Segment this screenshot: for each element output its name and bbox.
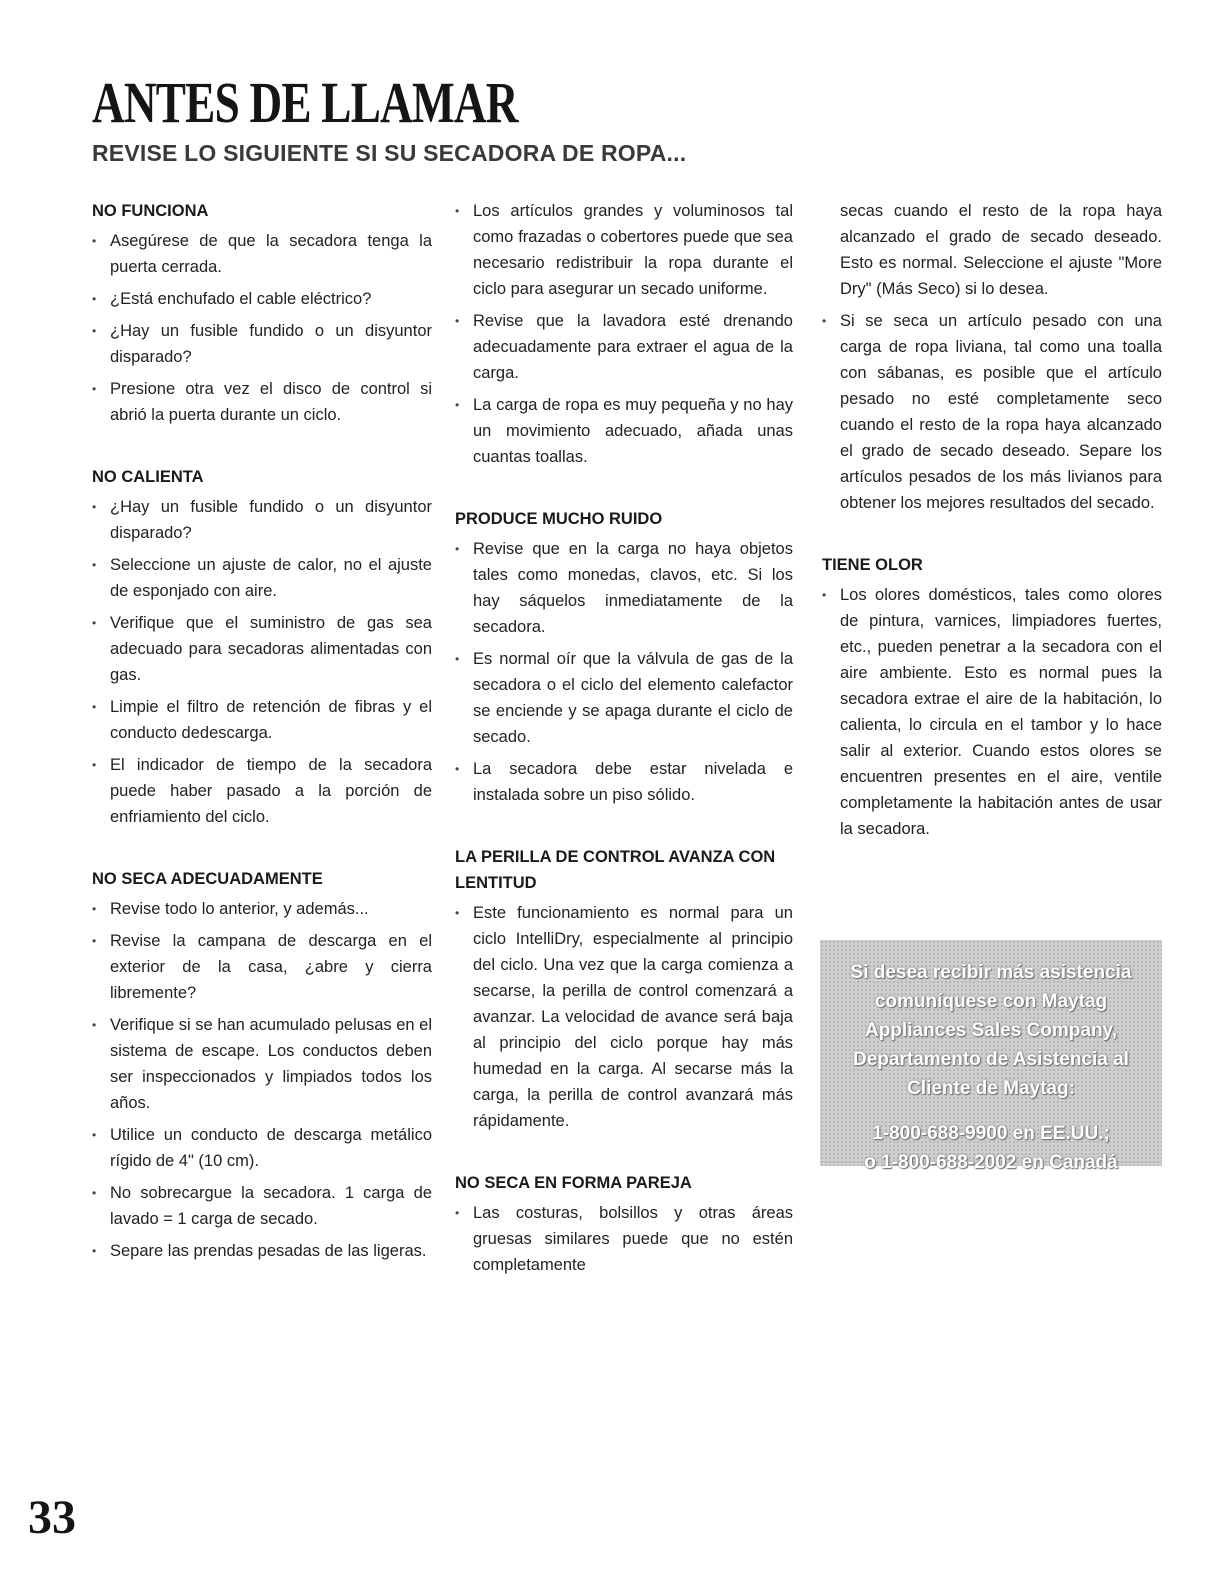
list-item: • Limpie el filtro de retención de fibras y el conducto dedescarga. [92,694,432,746]
list-item: • Revise que en la carga no haya objetos tales como monedas, clavos, etc. Si los hay sáquelos inmediatamente de la secadora. [455,536,793,640]
bullet-list [455,536,793,808]
section-no-seca-adecuadamente [92,866,432,1264]
list-item: • Los artículos grandes y voluminosos tal como frazadas o cobertores puede que sea necesario redistribuir la ropa durante el ciclo para asegurar un secado uniforme. [455,198,793,302]
list-item: • Seleccione un ajuste de calor, no el ajuste de esponjado con aire. [92,552,432,604]
list-item: • Este funcionamiento es normal para un ciclo IntelliDry, especialmente al principio del ciclo. Una vez que la carga comienza a secarse, la perilla de control comenzará a avanzar. La velocidad de avance será baja al principio del ciclo porque hay más humedad en la carga. Al secarse más la carga, la perilla de control avanzará más rápidamente. [455,900,793,1134]
bullet-list [92,494,432,830]
section-continued-pareja [822,198,1162,516]
section-heading: NO CALIENTA [92,468,204,486]
section-no-funciona [92,198,432,428]
list-item: • La secadora debe estar nivelada e instalada sobre un piso sólido. [455,756,793,808]
list-item: • Utilice un conducto de descarga metálico rígido de 4" (10 cm). [92,1122,432,1174]
continued-text: secas cuando el resto de la ropa haya alcanzado el grado de secado deseado. Esto es normal. Seleccione el ajuste "More Dry" (Más Seco) si lo desea. [840,202,1162,298]
list-item: • Separe las prendas pesadas de las ligeras. [92,1238,432,1264]
column-left [92,198,432,1300]
list-item: • Asegúrese de que la secadora tenga la puerta cerrada. [92,228,432,280]
column-middle [455,198,793,1314]
section-heading: TIENE OLOR [822,556,923,574]
list-item: • Verifique si se han acumulado pelusas en el sistema de escape. Los conductos deben ser inspeccionados y limpiados todos los años. [92,1012,432,1116]
section-heading: NO SECA EN FORMA PAREJA [455,1174,692,1192]
section-no-calienta [92,464,432,830]
assistance-box [820,940,1162,1173]
page-number: 33 [28,1491,76,1544]
section-produce-mucho-ruido [455,506,793,808]
column-right [822,198,1162,878]
bullet-list [455,1200,793,1278]
list-item: • Revise todo lo anterior, y además... [92,896,432,922]
list-item: • ¿Está enchufado el cable eléctrico? [92,286,432,312]
bullet-list [822,582,1162,842]
section-heading: LA PERILLA DE CONTROL AVANZA CON LENTITUD [455,848,776,892]
section-heading: PRODUCE MUCHO RUIDO [455,510,663,528]
section-perilla-lentitud [455,844,793,1134]
list-item: • El indicador de tiempo de la secadora puede haber pasado a la porción de enfriamiento del ciclo. [92,752,432,830]
bullet-list [455,900,793,1134]
list-item: • No sobrecargue la secadora. 1 carga de lavado = 1 carga de secado. [92,1180,432,1232]
phone-canada: o 1-800-688-2002 en Canadá [864,1152,1118,1173]
list-item: • Revise que la lavadora esté drenando adecuadamente para extraer el agua de la carga. [455,308,793,386]
section-heading: NO FUNCIONA [92,202,209,220]
list-item: • Si se seca un artículo pesado con una carga de ropa liviana, tal como una toalla con sábanas, es posible que el artículo pesado no esté completamente seco cuando el resto de la ropa haya alcanzado el grado de secado deseado. Separe los artículos pesados de los más livianos para obtener los mejores resultados del secado. [822,308,1162,516]
page-title: ANTES DE LLAMAR [92,70,518,135]
section-heading: NO SECA ADECUADAMENTE [92,870,323,888]
list-item: • La carga de ropa es muy pequeña y no hay un movimiento adecuado, añada unas cuantas toallas. [455,392,793,470]
bullet-list [822,308,1162,516]
list-item: • ¿Hay un fusible fundido o un disyuntor disparado? [92,318,432,370]
list-item: • Los olores domésticos, tales como olores de pintura, varnices, limpiadores fuertes, etc., pueden penetrar a la secadora con el aire ambiente. Esto es normal pues la secadora extrae el aire de la habitación, lo calienta, lo circula en el tambor y lo hace salir al exterior. Cuando estos olores se encuentren presentes en el aire, ventile completamente la habitación antes de usar la secadora. [822,582,1162,842]
bullet-list [92,896,432,1264]
list-item: • Las costuras, bolsillos y otras áreas gruesas similares puede que no estén completamente [455,1200,793,1278]
list-item: • ¿Hay un fusible fundido o un disyuntor disparado? [92,494,432,546]
section-no-seca-pareja [455,1170,793,1278]
page-subtitle: REVISE LO SIGUIENTE SI SU SECADORA DE ROPA... [92,140,687,166]
phone-us: 1-800-688-9900 en EE.UU.; [872,1123,1110,1144]
bullet-list [455,198,793,470]
section-continued-no-seca [455,198,793,470]
section-tiene-olor [822,552,1162,842]
list-item: • Verifique que el suministro de gas sea adecuado para secadoras alimentadas con gas. [92,610,432,688]
list-item: • Presione otra vez el disco de control si abrió la puerta durante un ciclo. [92,376,432,428]
assistance-message: Si desea recibir más asistencia comuníquese con Maytag Appliances Sales Company, Departamento de Asistencia al Cliente de Maytag: [850,962,1132,1099]
list-item: • Revise la campana de descarga en el exterior de la casa, ¿abre y cierra libremente? [92,928,432,1006]
bullet-list [92,228,432,428]
list-item: • Es normal oír que la válvula de gas de la secadora o el ciclo del elemento calefactor se enciende y se apaga durante el ciclo de secado. [455,646,793,750]
